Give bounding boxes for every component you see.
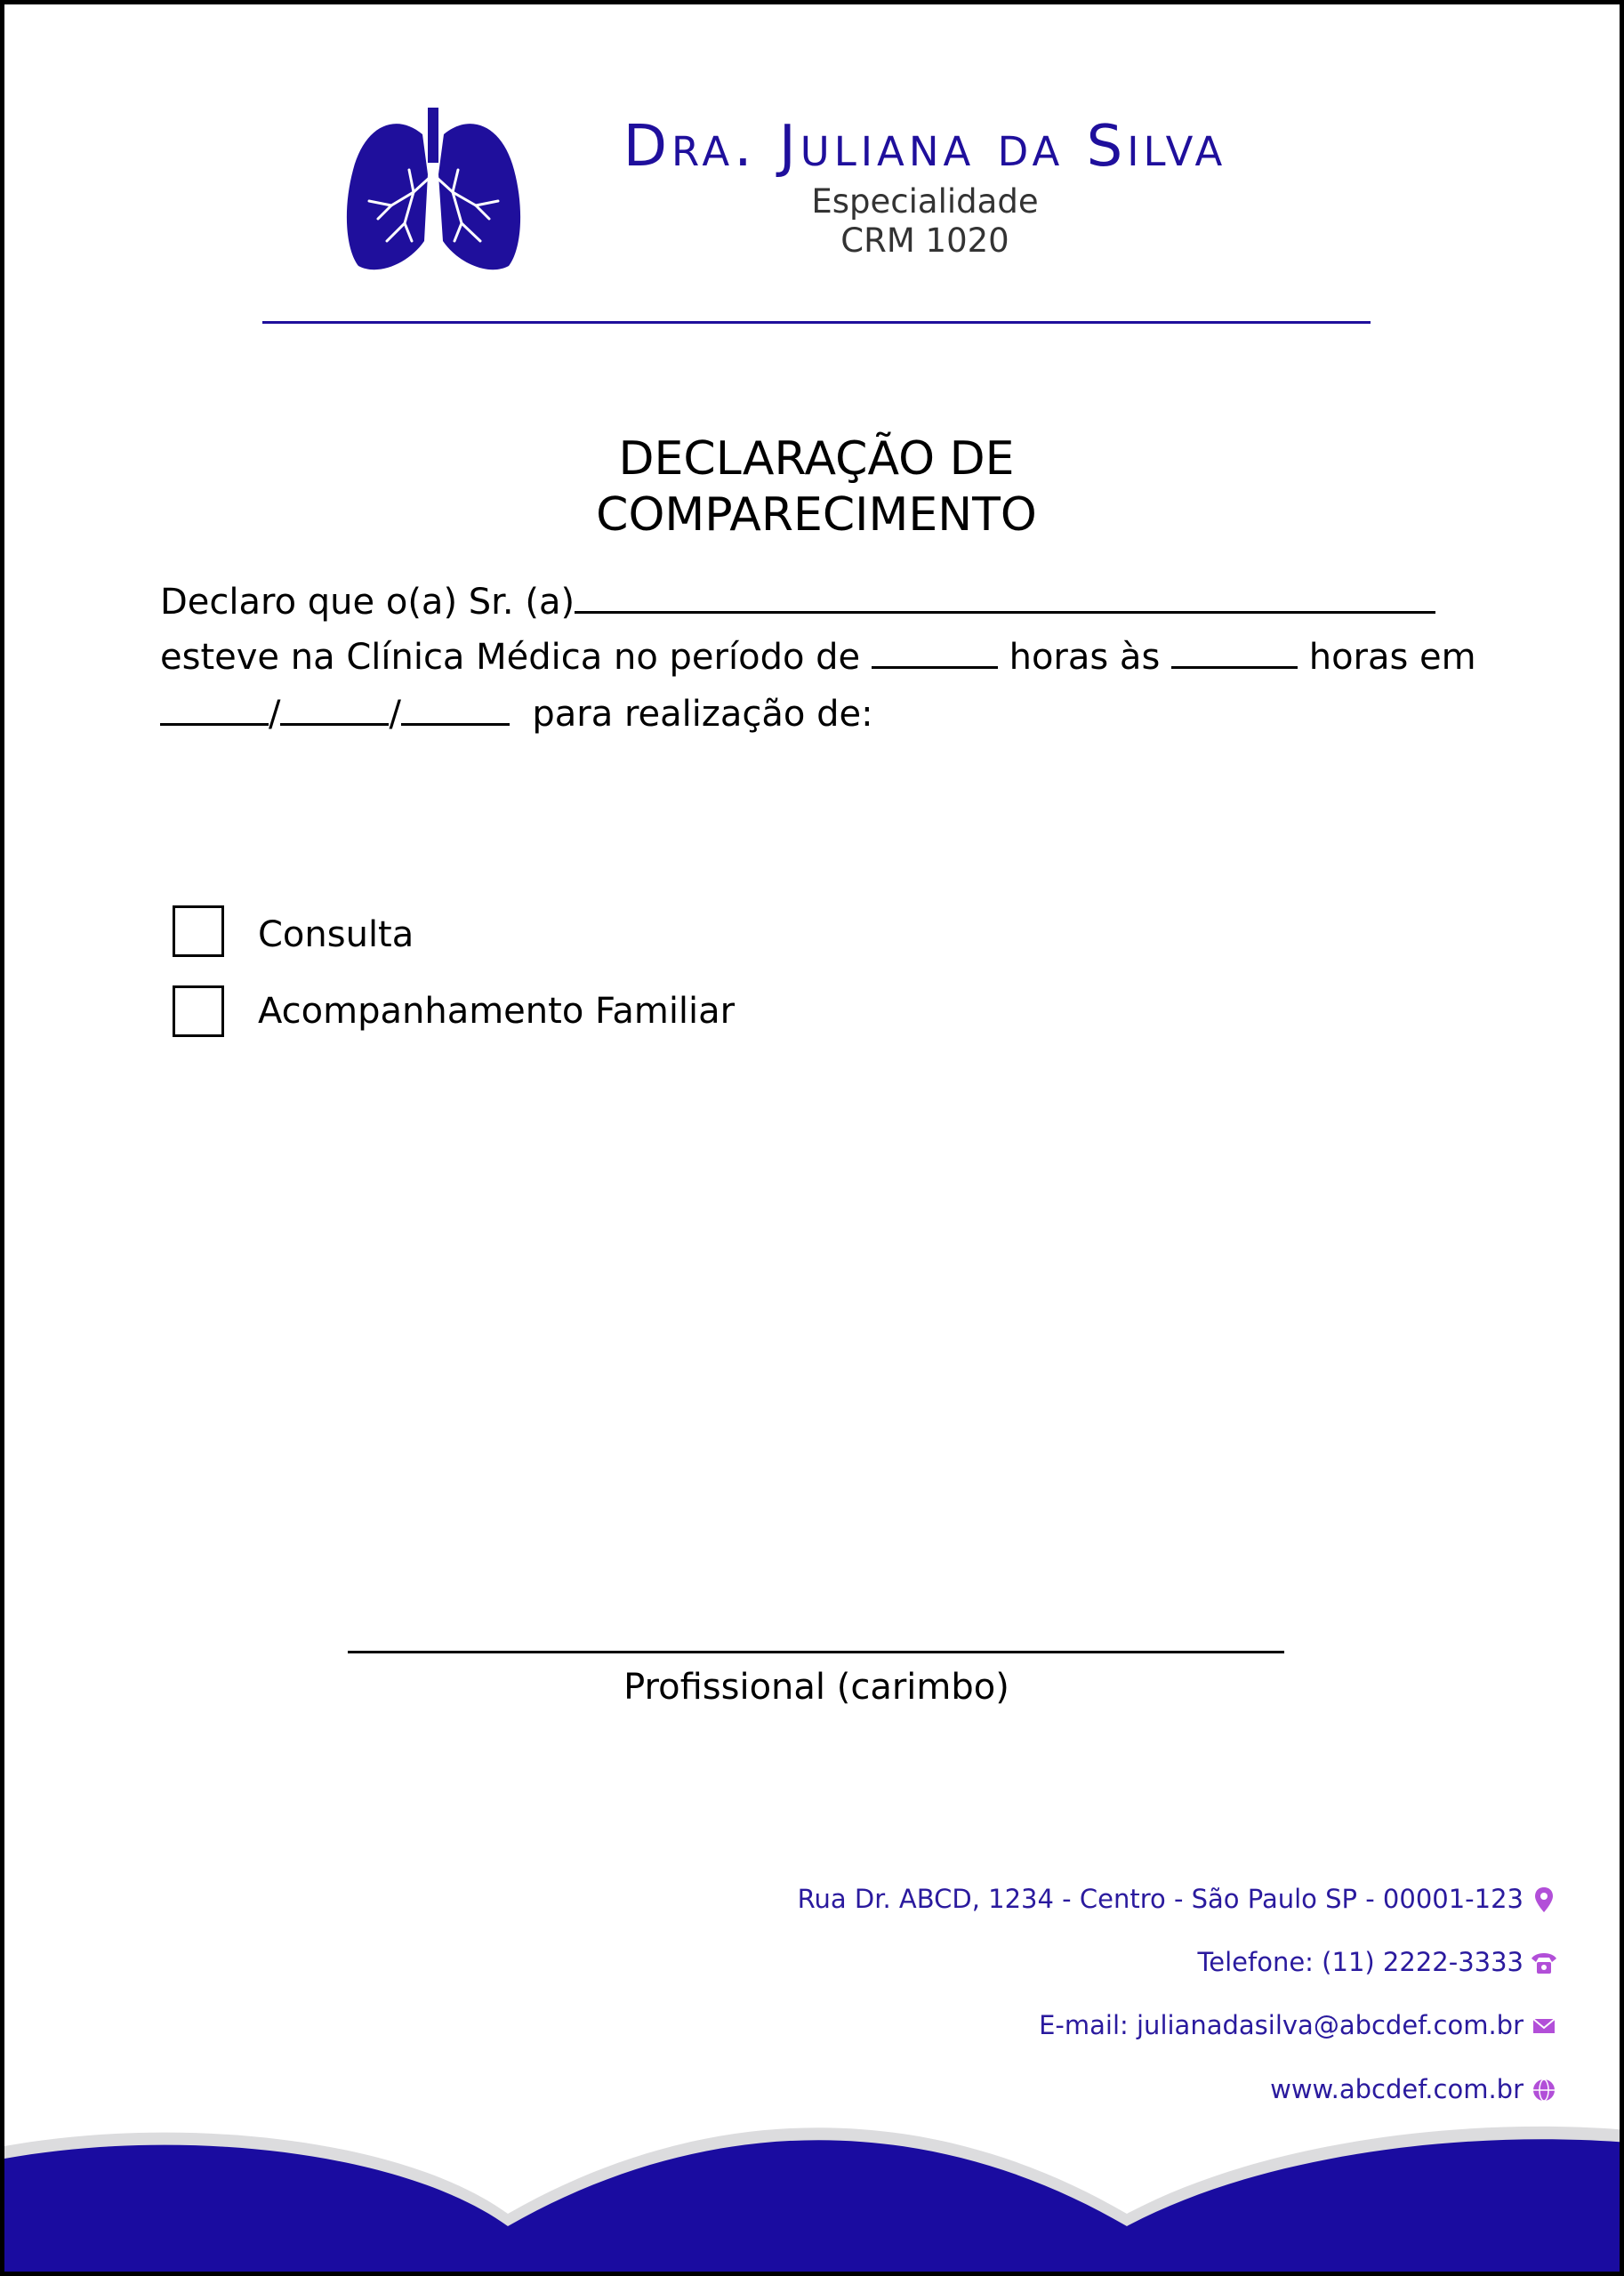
globe-icon (1529, 2075, 1559, 2105)
crm-label: CRM 1020 (840, 221, 1009, 260)
declaration-line-1 (160, 577, 1472, 623)
lungs-icon (342, 108, 525, 272)
consulta-checkbox[interactable] (173, 905, 224, 957)
signature-line (348, 1651, 1284, 1653)
date-day-blank[interactable] (160, 689, 269, 726)
header-divider (262, 321, 1371, 324)
horas-as-text: horas às (1009, 637, 1161, 678)
start-hour-blank[interactable] (872, 632, 998, 669)
map-pin-icon (1529, 1885, 1559, 1915)
phone-icon (1529, 1948, 1559, 1978)
date-year-blank[interactable] (401, 689, 510, 726)
date-slash-1: / (269, 694, 281, 735)
period-text: esteve na Clínica Médica no período de (160, 637, 861, 678)
website-text: www.abcdef.com.br (1270, 2074, 1524, 2104)
signature-label: Profissional (carimbo) (623, 1667, 1009, 1708)
address-text: Rua Dr. ABCD, 1234 - Centro - São Paulo SP - 00001-123 (797, 1884, 1524, 1914)
phone-text: Telefone: (11) 2222-3333 (1197, 1947, 1524, 1977)
doctor-name: Dra. Juliana da Silva (623, 114, 1227, 180)
declaration-line-3 (160, 689, 1472, 736)
acompanhamento-label: Acompanhamento Familiar (258, 991, 736, 1032)
date-month-blank[interactable] (280, 689, 389, 726)
footer-wave-decoration (4, 2121, 1624, 2276)
consulta-label: Consulta (258, 914, 414, 955)
document-title-line1: DECLARAÇÃO DE (618, 432, 1015, 486)
email-text: E-mail: julianadasilva@abcdef.com.br (1039, 2010, 1524, 2040)
date-slash-2: / (389, 694, 401, 735)
horas-em-text: horas em (1308, 637, 1476, 678)
specialty-label: Especialidade (811, 182, 1039, 221)
purpose-text: para realização de: (532, 694, 873, 735)
acompanhamento-checkbox[interactable] (173, 985, 224, 1037)
end-hour-blank[interactable] (1171, 632, 1298, 669)
document-title-line2: COMPARECIMENTO (596, 488, 1037, 542)
declaration-line-2 (160, 632, 1476, 679)
patient-name-blank[interactable] (575, 577, 1435, 614)
declaro-text: Declaro que o(a) Sr. (a) (160, 582, 575, 623)
envelope-icon (1529, 2011, 1559, 2041)
